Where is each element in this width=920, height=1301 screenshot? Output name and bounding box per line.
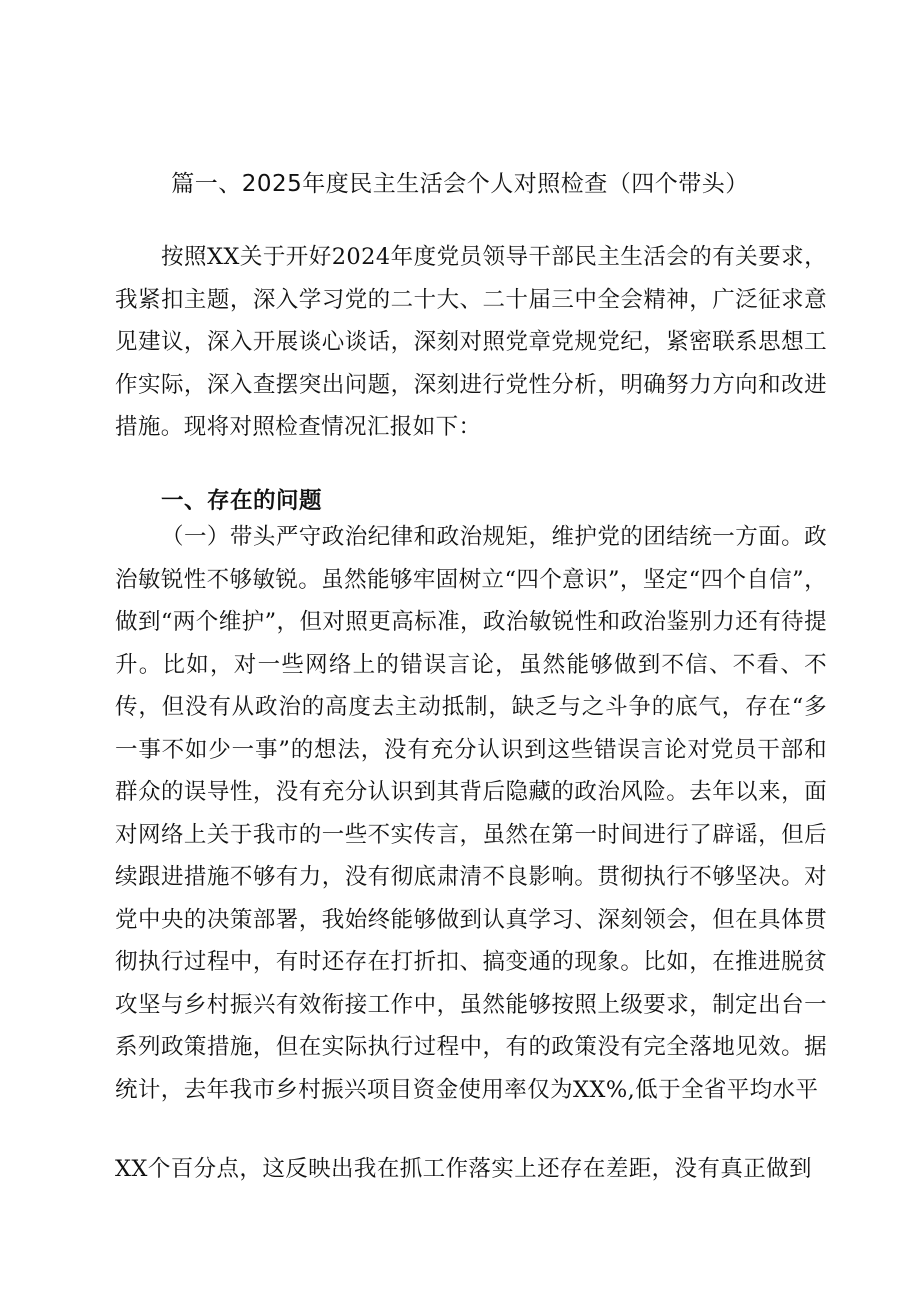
section-heading: 一、存在的问题 bbox=[161, 488, 323, 514]
continuation-paragraph: XX个百分点，这反映出我在抓工作落实上还存在差距，没有真正做到 bbox=[115, 1156, 812, 1182]
section-paragraph: （一）带头严守政治纪律和政治规矩，维护党的团结统一方面。政治敏锐性不够敏锐。虽然能够牢固树立“四个意识”，坚定“四个自信”，做到“两个维护”，但对照更高标准，政治敏锐性和政治鉴别力还有待提升。比如，对一些网络上的错误言论，虽然能够做到不信、不看、不传，但没有从政治的高度去主动抵制，缺乏与之斗争的底气，存在“多一事不如少一事”的想法，没有充分认识到这些错误言论对党员干部和群众的误导性，没有充分认识到其背后隐藏的政治风险。去年以来，面对网络上关于我市的一些不实传言，虽然在第一时间进行了辟谣，但后续跟进措施不够有力，没有彻底肃清不良影响。贯彻执行不够坚决。对党中央的决策部署，我始终能够做到认真学习、深刻领会，但在具体贯彻执行过程中，有时还存在打折扣、搞变通的现象。比如，在推进脱贫攻坚与乡村振兴有效衔接工作中，虽然能够按照上级要求，制定出台一系列政策措施，但在实际执行过程中，有的政策没有完全落地见效。据统计，去年我市乡村振兴项目资金使用率仅为XX%,低于全省平均水平 bbox=[115, 524, 827, 1103]
document-title: 篇一、2025年度民主生活会个人对照检查（四个带头） bbox=[171, 171, 749, 197]
intro-paragraph: 按照XX关于开好2024年度党员领导干部民主生活会的有关要求，我紧扣主题，深入学习党的二十大、二十届三中全会精神，广泛征求意见建议，深入开展谈心谈话，深刻对照党章党规党纪，紧密联系思想工作实际，深入查摆突出问题，深刻进行党性分析，明确努力方向和改进措施。现将对照检查情况汇报如下： bbox=[115, 244, 827, 440]
